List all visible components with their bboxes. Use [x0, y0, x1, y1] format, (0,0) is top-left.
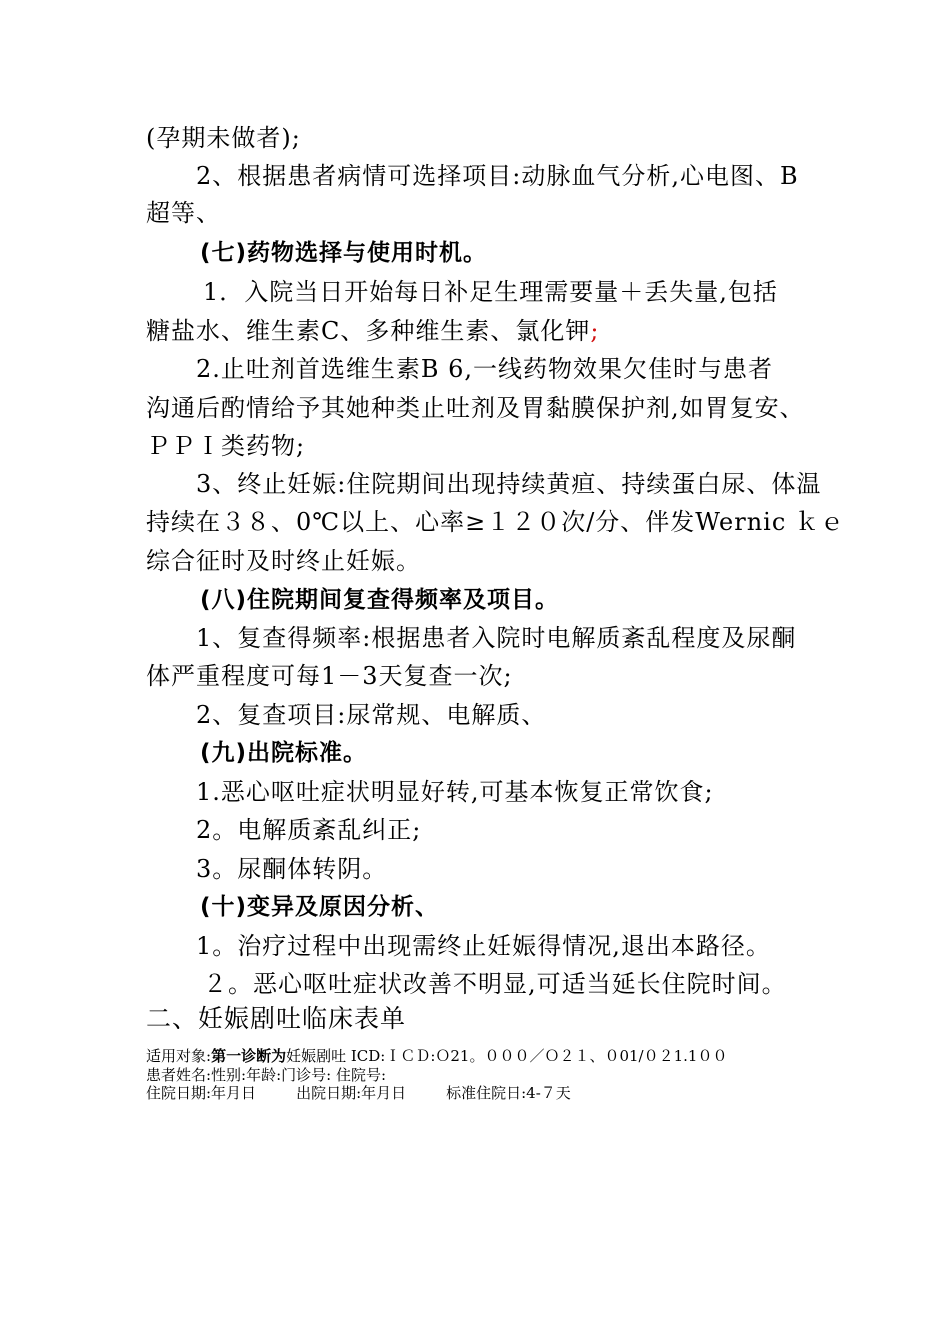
- form-applicable-row: [146, 1047, 727, 1065]
- form-dates-row: [146, 1084, 571, 1102]
- text-line: 持续在３８、0℃以上、心率≥１２０次/分、伴发Wernic ｋｅ: [146, 508, 845, 536]
- text-line: (孕期未做者);: [146, 124, 301, 152]
- text-line: 3。尿酮体转阴。: [196, 855, 388, 883]
- text-span: ;: [590, 317, 600, 345]
- form-value: 妊娠剧吐 ICD:ＩＣＤ:Ｏ21。０００／Ｏ２１、０01/０２1.1００: [286, 1047, 728, 1065]
- text-line: 3、终止妊娠:住院期间出现持续黄疸、持续蛋白尿、体温: [196, 470, 822, 498]
- text-line: 2、复查项目:尿常规、电解质、: [196, 701, 547, 729]
- text-line: 1.恶心呕吐症状明显好转,可基本恢复正常饮食;: [196, 778, 714, 806]
- section-heading-9: (九)出院标准。: [200, 740, 368, 766]
- section-heading-8: (八)住院期间复查得频率及项目。: [200, 587, 560, 613]
- text-line: 1．入院当日开始每日补足生理需要量＋丢失量,包括: [203, 278, 778, 306]
- admission-date: 住院日期:年月日: [146, 1084, 257, 1102]
- standard-stay: 标准住院日:4-７天: [446, 1084, 571, 1102]
- text-line: 1、复查得频率:根据患者入院时电解质紊乱程度及尿酮: [196, 624, 797, 652]
- text-line: 综合征时及时终止妊娠。: [146, 547, 421, 575]
- text-span: 糖盐水、维生素C、多种维生素、氯化钾: [146, 317, 591, 345]
- section-heading-7: (七)药物选择与使用时机。: [200, 240, 488, 266]
- text-line: 超等、: [146, 199, 221, 227]
- text-line: 1。治疗过程中出现需终止妊娠得情况,退出本路径。: [196, 932, 771, 960]
- form-label: 适用对象:: [146, 1047, 212, 1065]
- discharge-date: 出院日期:年月日: [296, 1084, 407, 1102]
- text-line: 2、根据患者病情可选择项目:动脉血气分析,心电图、B: [196, 162, 799, 190]
- text-line: 2.止吐剂首选维生素B 6,一线药物效果欠佳时与患者: [196, 355, 774, 383]
- text-line: 2。电解质紊乱纠正;: [196, 816, 422, 844]
- text-line: 沟通后酌情给予其她种类止吐剂及胃黏膜保护剂,如胃复安、: [146, 394, 805, 422]
- text-line: ＰＰＩ类药物;: [146, 432, 306, 460]
- section-heading-10: (十)变异及原因分析、: [200, 894, 440, 920]
- chapter-heading: 二、妊娠剧吐临床表单: [146, 1004, 407, 1033]
- text-line: 体严重程度可每1－3天复查一次;: [146, 662, 513, 690]
- text-line: ２。恶心呕吐症状改善不明显,可适当延长住院时间。: [203, 970, 787, 998]
- form-label-bold: 第一诊断为: [211, 1047, 287, 1065]
- text-line: [146, 313, 826, 349]
- form-patient-row: 患者姓名:性别:年龄:门诊号: 住院号:: [146, 1066, 387, 1084]
